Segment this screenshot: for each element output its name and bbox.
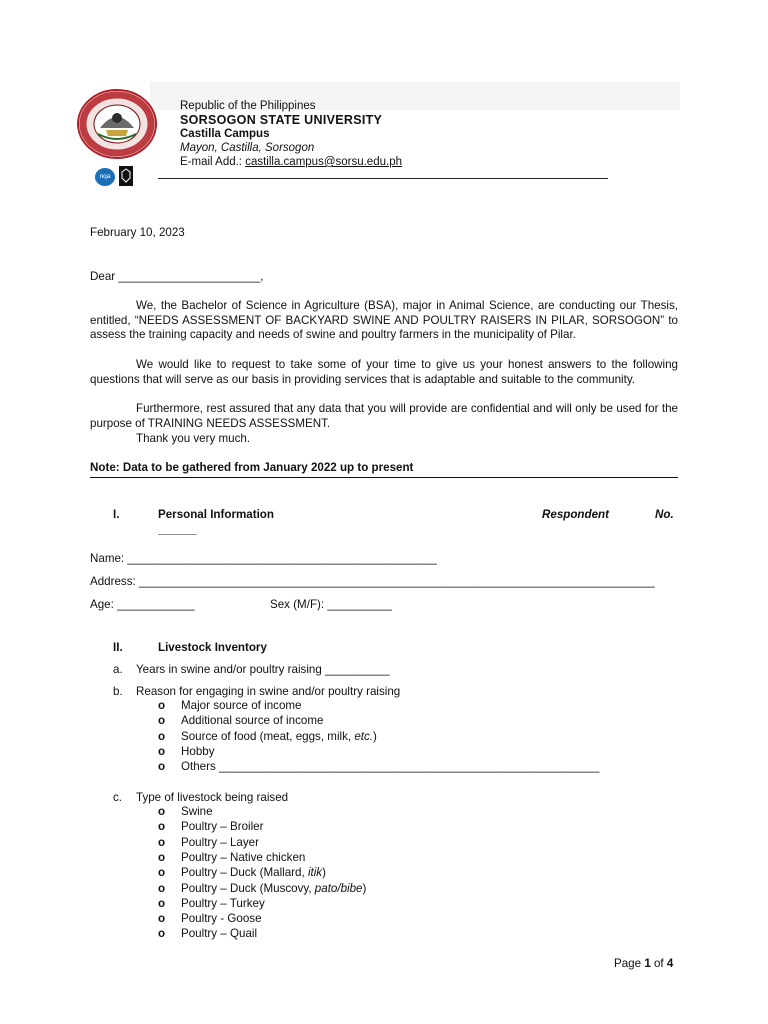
livestock-options: [0, 805, 768, 945]
page-indicator: Page 1 of 4: [614, 957, 674, 970]
option-bullet[interactable]: o: [158, 881, 166, 895]
section-2-number: II.: [113, 641, 123, 654]
email-line: [180, 156, 402, 170]
livestock-type-question: Type of livestock being raised: [136, 791, 289, 804]
respondent-label: Respondent: [542, 508, 609, 521]
university-name: SORSOGON STATE UNIVERSITY: [180, 113, 383, 127]
option-major-income: Major source of income: [181, 699, 302, 712]
years-raising-field[interactable]: Years in swine and/or poultry raising __________: [136, 663, 390, 676]
name-field[interactable]: Name: ________________________________________________: [90, 552, 437, 565]
option-bullet[interactable]: o: [158, 912, 166, 926]
letter-date: February 10, 2023: [90, 226, 185, 239]
item-c-label: c.: [113, 791, 123, 804]
salutation: Dear ______________________,: [90, 270, 264, 283]
paragraph-1: We, the Bachelor of Science in Agriculture (BSA), major in Animal Science, are conducting our Thesis, entitled, “NEEDS ASSESSMENT OF BACKYARD SWINE AND POULTRY RAISERS IN PILAR, SORSOGON” to assess the training capacity and needs of swine and poultry farmers in the municipality of Pilar.: [90, 299, 678, 342]
option-layer: Poultry – Layer: [181, 835, 259, 849]
respondent-no-label: No.: [655, 508, 674, 521]
iso-certification-icon: [119, 166, 133, 186]
paragraph-3: Furthermore, rest assured that any data that you will provide are confidential and will only be used for the purpose of TRAINING NEEDS ASSESSMENT.: [90, 402, 678, 430]
paragraph-2: We would like to request to take some of your time to give us your honest answers to the following questions that will serve as our basis in providing services that is adaptable and suitable to the community.: [90, 358, 678, 386]
option-swine: Swine: [181, 805, 213, 818]
section-1-title: Personal Information: [158, 508, 274, 521]
note-divider: [90, 477, 678, 478]
option-duck-muscovy: Poultry – Duck (Muscovy, pato/bibe): [181, 881, 367, 895]
email-link[interactable]: castilla.campus@sorsu.edu.ph: [245, 156, 402, 168]
option-goose: Poultry - Goose: [181, 912, 262, 926]
republic-line: Republic of the Philippines: [180, 100, 316, 112]
option-turkey: Poultry – Turkey: [181, 896, 265, 910]
option-bullet[interactable]: o: [158, 729, 166, 743]
item-a-label: a.: [113, 663, 123, 676]
option-bullet[interactable]: o: [158, 714, 166, 728]
address-field[interactable]: Address: ________________________________________________________________________________: [90, 575, 655, 588]
campus-name: Castilla Campus: [180, 128, 270, 140]
option-bullet[interactable]: o: [158, 699, 166, 712]
option-native-chicken: Poultry – Native chicken: [181, 850, 306, 864]
respondent-no-field[interactable]: ______: [158, 523, 197, 536]
option-hobby: Hobby: [181, 744, 215, 758]
option-bullet[interactable]: o: [158, 805, 166, 818]
age-field[interactable]: Age: ____________: [90, 598, 195, 611]
university-seal-logo: [76, 88, 158, 160]
header-divider: [158, 178, 608, 179]
option-others-field[interactable]: Others ___________________________________________________________: [181, 760, 600, 774]
reason-question: Reason for engaging in swine and/or poultry raising: [136, 685, 401, 698]
option-quail: Poultry – Quail: [181, 927, 258, 941]
sex-field[interactable]: Sex (M/F): __________: [270, 598, 392, 611]
item-b-label: b.: [113, 685, 123, 698]
option-bullet[interactable]: o: [158, 927, 166, 941]
section-2-title: Livestock Inventory: [158, 641, 267, 654]
option-bullet[interactable]: o: [158, 850, 166, 864]
option-bullet[interactable]: o: [158, 744, 166, 758]
option-bullet[interactable]: o: [158, 760, 166, 774]
nqa-certification-icon: nqa: [95, 168, 115, 186]
thanks-line: Thank you very much.: [136, 432, 251, 445]
option-bullet[interactable]: o: [158, 820, 166, 834]
email-label: E-mail Add.:: [180, 156, 246, 168]
option-bullet[interactable]: o: [158, 835, 166, 849]
section-1-number: I.: [113, 508, 120, 521]
option-additional-income: Additional source of income: [181, 714, 324, 728]
option-bullet[interactable]: o: [158, 866, 166, 880]
campus-address: Mayon, Castilla, Sorsogon: [180, 142, 315, 154]
data-note: Note: Data to be gathered from January 2022 up to present: [90, 461, 414, 474]
reason-options: [0, 699, 768, 779]
option-duck-mallard: Poultry – Duck (Mallard, itik): [181, 866, 326, 880]
option-source-of-food: Source of food (meat, eggs, milk, etc.): [181, 729, 377, 743]
option-broiler: Poultry – Broiler: [181, 820, 264, 834]
option-bullet[interactable]: o: [158, 896, 166, 910]
